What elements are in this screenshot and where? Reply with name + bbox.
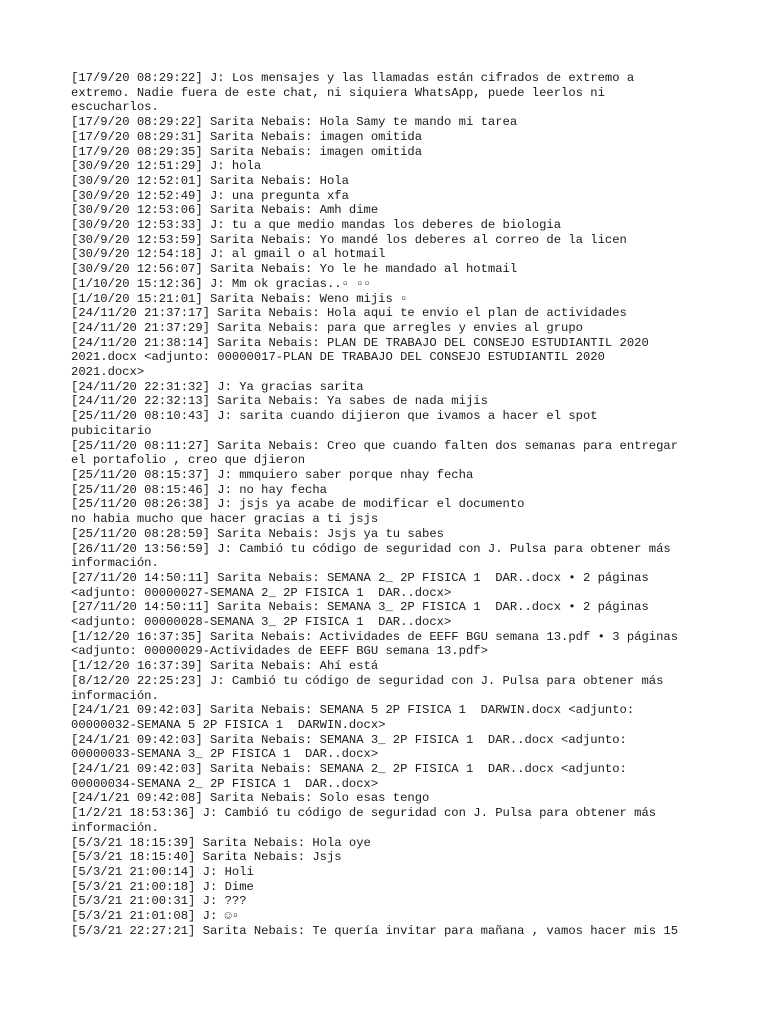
- chat-transcript: [71, 71, 711, 938]
- chat-line: [24/11/20 21:37:17] Sarita Nebais: Hola aqui te envio el plan de actividades: [71, 306, 627, 321]
- chat-line: [24/11/20 22:32:13] Sarita Nebais: Ya sabes de nada mijis: [71, 394, 488, 409]
- chat-line: [30/9/20 12:53:33] J: tu a que medio mandas los deberes de biologia: [71, 218, 562, 233]
- chat-line: [8/12/20 22:25:23] J: Cambió tu código de seguridad con J. Pulsa para obtener más información.: [71, 673, 664, 703]
- chat-line: [24/11/20 22:31:32] J: Ya gracias sarita: [71, 379, 364, 394]
- chat-line: [1/12/20 16:37:35] Sarita Nebais: Actividades de EEFF BGU semana 13.pdf • 3 páginas <adjunto: 00000029-Actividades de EEFF BGU semana 13.pdf>: [71, 629, 679, 659]
- chat-line: [25/11/20 08:15:46] J: no hay fecha: [71, 482, 327, 497]
- chat-line: [30/9/20 12:53:59] Sarita Nebais: Yo mandé los deberes al correo de la licen: [71, 232, 627, 247]
- chat-line: [30/9/20 12:52:01] Sarita Nebais: Hola: [71, 173, 349, 188]
- chat-line: [5/3/21 21:01:08] J: ☺▫: [71, 909, 240, 924]
- chat-line: [25/11/20 08:26:38] J: jsjs ya acabe de modificar el documento no habia mucho que hacer gracias a ti jsjs: [71, 497, 525, 527]
- chat-line: [26/11/20 13:56:59] J: Cambió tu código de seguridad con J. Pulsa para obtener más información.: [71, 541, 671, 571]
- chat-line: [25/11/20 08:11:27] Sarita Nebais: Creo que cuando falten dos semanas para entregar el portafolio , creo que djieron: [71, 438, 679, 468]
- chat-line: [1/2/21 18:53:36] J: Cambió tu código de seguridad con J. Pulsa para obtener más información.: [71, 806, 657, 835]
- chat-line: [5/3/21 21:00:31] J: ???: [71, 894, 247, 909]
- chat-line: [25/11/20 08:15:37] J: mmquiero saber porque nhay fecha: [71, 467, 474, 482]
- chat-line: [17/9/20 08:29:22] Sarita Nebais: Hola Samy te mando mi tarea: [71, 115, 518, 130]
- chat-line: [1/12/20 16:37:39] Sarita Nebais: Ahí está: [71, 659, 379, 674]
- chat-line: [5/3/21 18:15:40] Sarita Nebais: Jsjs: [71, 850, 342, 865]
- chat-line: [24/11/20 21:37:29] Sarita Nebais: para que arregles y envies al grupo: [71, 320, 583, 335]
- chat-line: [24/1/21 09:42:03] Sarita Nebais: SEMANA 2_ 2P FISICA 1 DAR..docx <adjunto: 00000034-SEMANA 2_ 2P FISICA 1 DAR..docx>: [71, 762, 627, 791]
- chat-line: [27/11/20 14:50:11] Sarita Nebais: SEMANA 3_ 2P FISICA 1 DAR..docx • 2 páginas <adjunto: 00000028-SEMANA 3_ 2P FISICA 1 DAR..docx>: [71, 600, 649, 630]
- chat-line: [30/9/20 12:51:29] J: hola: [71, 159, 262, 174]
- chat-line: [24/11/20 21:38:14] Sarita Nebais: PLAN DE TRABAJO DEL CONSEJO ESTUDIANTIL 2020 2021.docx <adjunto: 00000017-PLAN DE TRABAJO DEL CONSEJO ESTUDIANTIL 2020 2021.docx>: [71, 335, 649, 380]
- chat-line: [5/3/21 21:00:14] J: Holi: [71, 864, 254, 879]
- chat-line: [30/9/20 12:54:18] J: al gmail o al hotmail: [71, 247, 386, 262]
- chat-line: [25/11/20 08:10:43] J: sarita cuando dijieron que ivamos a hacer el spot pubicitario: [71, 409, 598, 438]
- chat-line: [17/9/20 08:29:35] Sarita Nebais: imagen omitida: [71, 144, 423, 159]
- chat-line: [5/3/21 18:15:39] Sarita Nebais: Hola oye: [71, 835, 371, 850]
- chat-line: [5/3/21 21:00:18] J: Dime: [71, 879, 254, 894]
- chat-line: [17/9/20 08:29:22] J: Los mensajes y las llamadas están cifrados de extremo a extremo. Nadie fuera de este chat, ni siquiera WhatsApp, puede leerlos ni escucharlos.: [71, 71, 635, 115]
- chat-line: [30/9/20 12:53:06] Sarita Nebais: Amh dime: [71, 203, 379, 218]
- chat-line: [17/9/20 08:29:31] Sarita Nebais: imagen omitida: [71, 129, 423, 144]
- chat-line: [24/1/21 09:42:03] Sarita Nebais: SEMANA 5 2P FISICA 1 DARWIN.docx <adjunto: 00000032-SEMANA 5 2P FISICA 1 DARWIN.docx>: [71, 703, 635, 732]
- chat-line: [5/3/21 22:27:21] Sarita Nebais: Te quería invitar para mañana , vamos hacer mis 15: [71, 923, 679, 938]
- chat-line: [1/10/20 15:21:01] Sarita Nebais: Weno mijis ▫: [71, 291, 408, 306]
- chat-line: [24/1/21 09:42:03] Sarita Nebais: SEMANA 3_ 2P FISICA 1 DAR..docx <adjunto: 00000033-SEMANA 3_ 2P FISICA 1 DAR..docx>: [71, 732, 627, 762]
- chat-line: [30/9/20 12:52:49] J: una pregunta xfa: [71, 188, 349, 203]
- chat-line: [25/11/20 08:28:59] Sarita Nebais: Jsjs ya tu sabes: [71, 526, 444, 541]
- chat-line: [1/10/20 15:12:36] J: Mm ok gracias..▫ ▫▫: [71, 276, 371, 291]
- chat-line: [30/9/20 12:56:07] Sarita Nebais: Yo le he mandado al hotmail: [71, 262, 518, 277]
- chat-line: [27/11/20 14:50:11] Sarita Nebais: SEMANA 2_ 2P FISICA 1 DAR..docx • 2 páginas <adjunto: 00000027-SEMANA 2_ 2P FISICA 1 DAR..docx>: [71, 570, 649, 600]
- chat-line: [24/1/21 09:42:08] Sarita Nebais: Solo esas tengo: [71, 791, 430, 806]
